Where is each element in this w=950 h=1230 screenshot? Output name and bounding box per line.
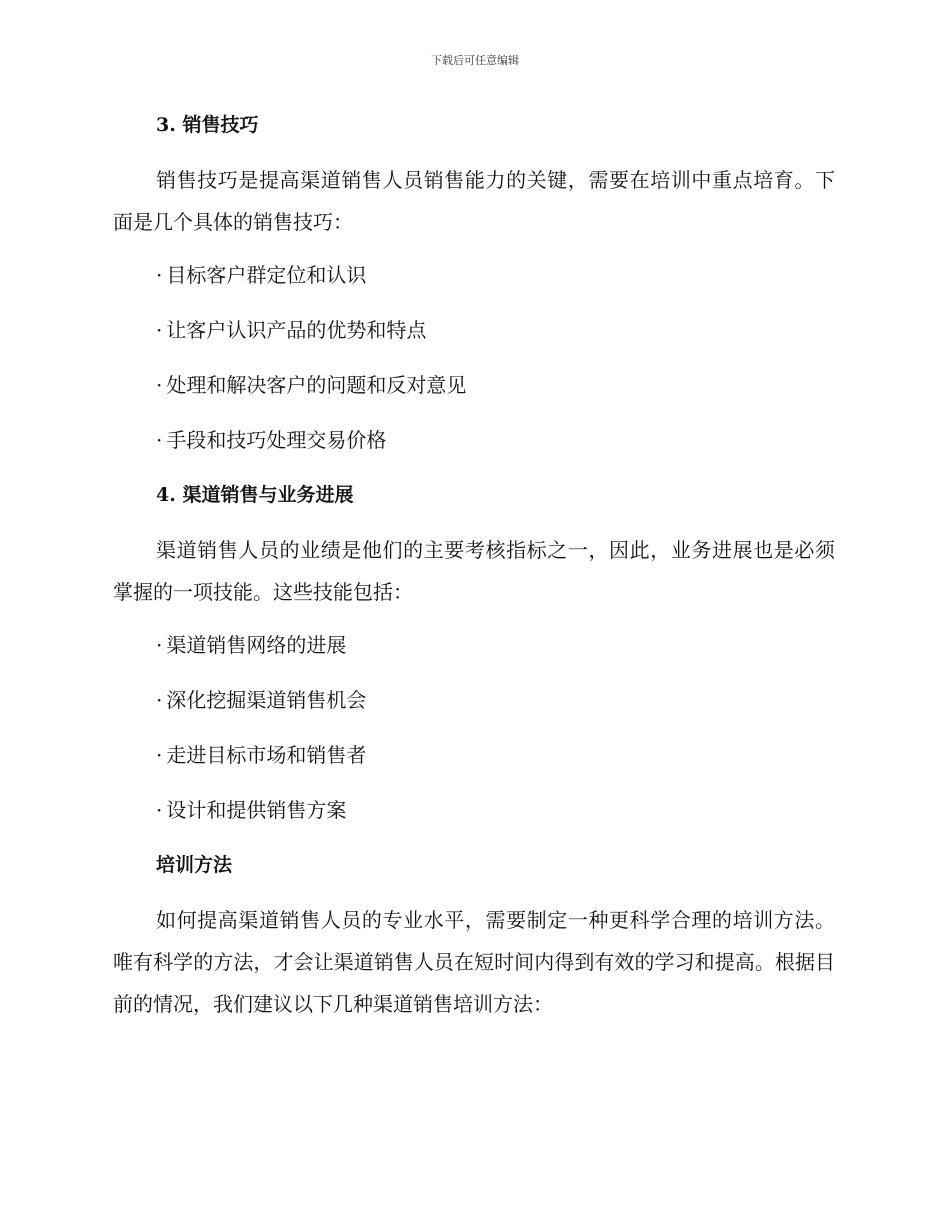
list-item <box>156 420 835 460</box>
list-item-text: 让客户认识产品的优势和特点 <box>166 318 427 342</box>
list-item-text: 目标客户群定位和认识 <box>166 263 367 287</box>
section-paragraph: 渠道销售人员的业绩是他们的主要考核指标之一，因此，业务进展也是必须掌握的一项技能。这些技能包括： <box>113 538 835 604</box>
list-item <box>156 680 835 720</box>
list-item <box>156 365 835 405</box>
page-header: 下载后可任意编辑 <box>431 54 519 67</box>
list-item-text: 深化挖掘渠道销售机会 <box>166 688 367 712</box>
bullet-icon: · <box>156 318 163 342</box>
bullet-icon: · <box>156 428 163 452</box>
section-heading: 3. 销售技巧 <box>156 114 259 136</box>
section-sales-skills <box>113 105 835 460</box>
list-item-text: 处理和解决客户的问题和反对意见 <box>166 373 467 397</box>
bullet-icon: · <box>156 373 163 397</box>
document-body <box>113 105 835 1037</box>
bullet-icon: · <box>156 743 163 767</box>
section-paragraph: 销售技巧是提高渠道销售人员销售能力的关键，需要在培训中重点培育。下面是几个具体的销售技巧： <box>113 168 835 234</box>
section-heading: 培训方法 <box>156 854 233 876</box>
list-item-text: 手段和技巧处理交易价格 <box>166 428 387 452</box>
bullet-icon: · <box>156 688 163 712</box>
list-item-text: 走进目标市场和销售者 <box>166 743 367 767</box>
section-heading: 4. 渠道销售与业务进展 <box>156 484 354 506</box>
bullet-icon: · <box>156 263 163 287</box>
list-item <box>156 310 835 350</box>
section-channel-sales <box>113 475 835 830</box>
list-item <box>156 735 835 775</box>
list-item-text: 设计和提供销售方案 <box>166 798 347 822</box>
section-training-methods <box>113 845 835 1025</box>
bullet-icon: · <box>156 798 163 822</box>
list-item <box>156 255 835 295</box>
list-item <box>156 625 835 665</box>
section-paragraph: 如何提高渠道销售人员的专业水平，需要制定一种更科学合理的培训方法。唯有科学的方法，才会让渠道销售人员在短时间内得到有效的学习和提高。根据目前的情况，我们建议以下几种渠道销售培训方法： <box>113 908 835 1016</box>
list-item <box>156 790 835 830</box>
bullet-icon: · <box>156 633 163 657</box>
list-item-text: 渠道销售网络的进展 <box>166 633 347 657</box>
